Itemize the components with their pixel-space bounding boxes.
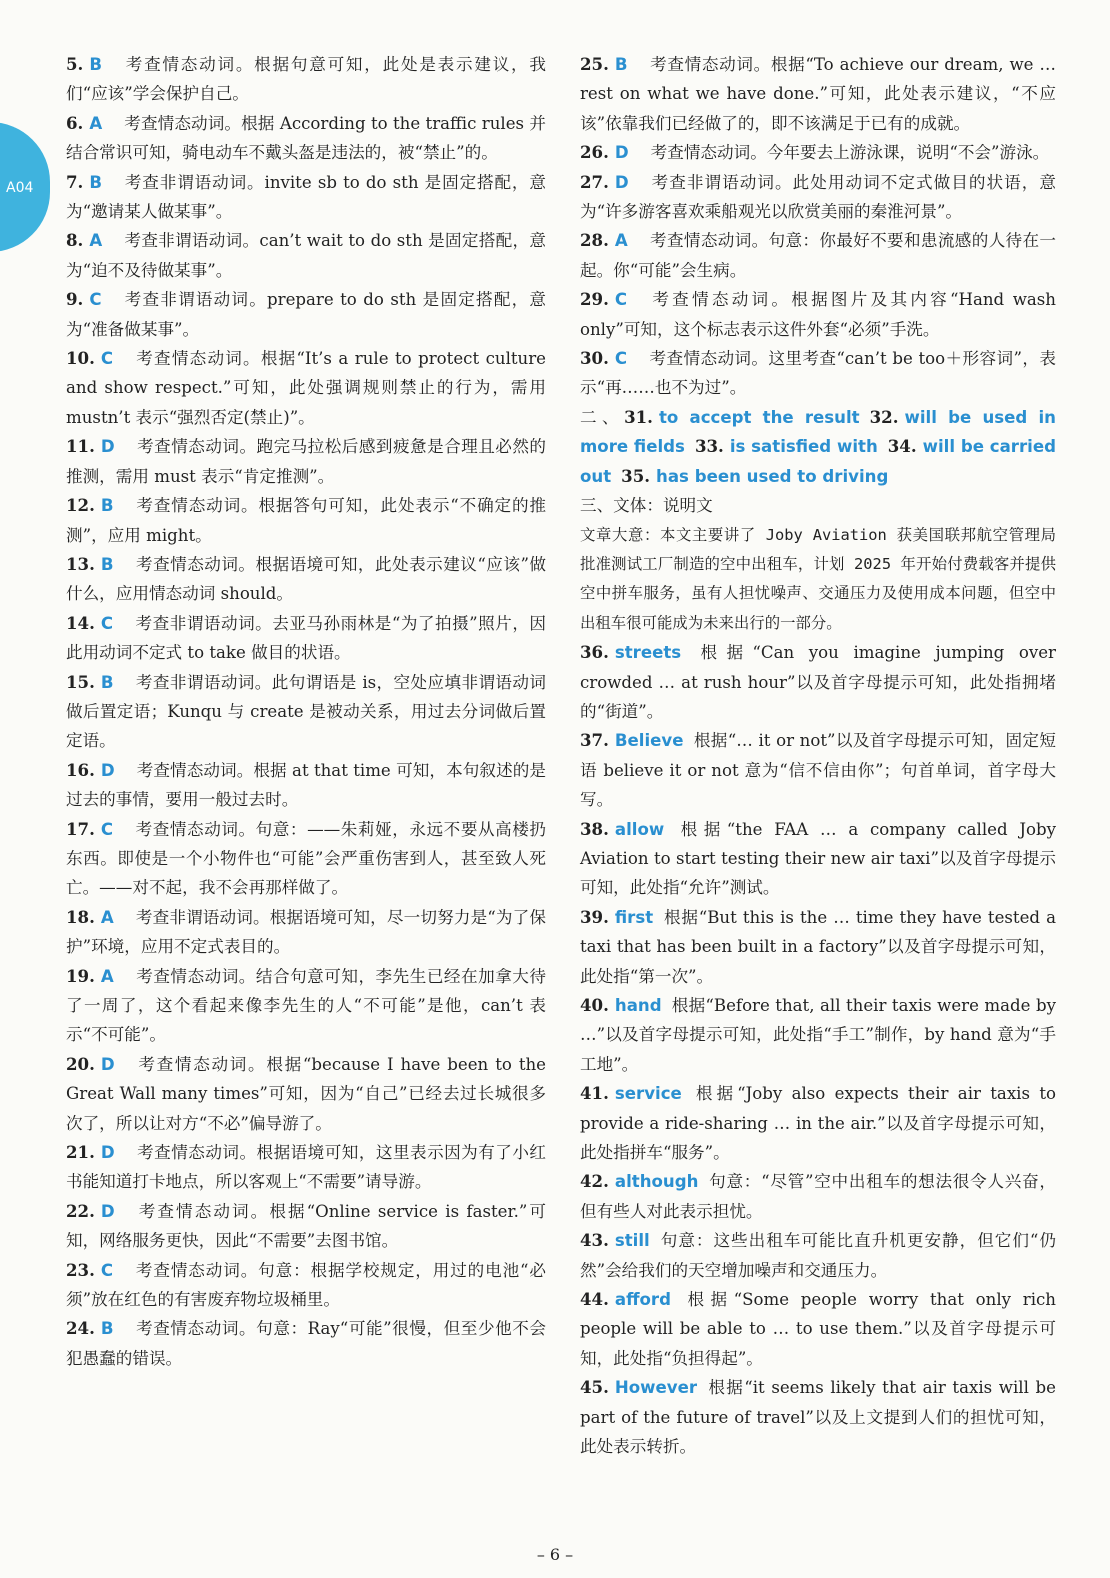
- item-number: 14.: [66, 612, 95, 633]
- item-explanation: 考查非谓语动词。invite sb to do sth 是固定搭配，意为“邀请某人做某事”。: [66, 172, 546, 222]
- answer-item: [580, 344, 1056, 403]
- answer-item: [66, 1256, 546, 1315]
- answer-item: [66, 1314, 546, 1373]
- item-number: 15.: [66, 671, 95, 692]
- item-explanation: 根据“the FAA … a company called Joby Aviation to start testing their new air taxi”以及首字母提示可知，此处指“允许”测试。: [580, 819, 1056, 898]
- item-number: 39.: [580, 906, 609, 927]
- item-number: 6.: [66, 112, 84, 133]
- item-explanation: 根据“Some people worry that only rich people will be able to … to use them.”以及首字母提示可知，此处指“负担得起”。: [580, 1290, 1056, 1368]
- answer-item: [66, 491, 546, 550]
- item-explanation: 考查非谓语动词。此句谓语是 is，空处应填非谓语动词做后置定语；Kunqu 与 create 是被动关系，用过去分词做后置定语。: [66, 672, 546, 751]
- item-answer: will be used in more fields: [580, 407, 1056, 457]
- item-answer: has been used to driving: [656, 466, 889, 486]
- item-number: 8.: [66, 230, 84, 251]
- fill-answer: [624, 408, 870, 427]
- item-explanation: 考查情态动词。根据语境可知，此处表示建议“应该”做什么，应用情态动词 should。: [66, 554, 546, 604]
- item-explanation: 考查情态动词。根据“Online service is faster.”可知，网络服务更快，因此“不需要”去图书馆。: [66, 1201, 546, 1251]
- item-answer: although: [614, 1172, 699, 1192]
- item-number: 31.: [624, 406, 653, 427]
- item-answer: service: [614, 1084, 682, 1104]
- item-explanation: 根据“Can you imagine jumping over crowded … at rush hour”以及首字母提示可知，此处指拥堵的“街道”。: [580, 643, 1056, 721]
- item-number: 38.: [580, 818, 609, 839]
- item-explanation: 考查非谓语动词。prepare to do sth 是固定搭配，意为“准备做某事”。: [66, 290, 546, 339]
- item-number: 5.: [66, 54, 84, 74]
- item-explanation: 考查非谓语动词。去亚马孙雨林是“为了拍摄”照片，因此用动词不定式 to take 做目的状语。: [66, 613, 546, 663]
- item-answer: D: [100, 1143, 115, 1163]
- answer-item: [66, 903, 546, 962]
- answer-item: [66, 285, 546, 344]
- item-answer: afford: [614, 1290, 671, 1310]
- item-answer: A: [100, 966, 114, 986]
- item-number: 22.: [66, 1200, 95, 1221]
- item-answer: streets: [614, 643, 682, 663]
- answer-item: [66, 668, 546, 756]
- item-number: 21.: [66, 1142, 95, 1163]
- item-number: 10.: [66, 348, 95, 369]
- item-number: 44.: [580, 1289, 609, 1310]
- item-answer: D: [614, 143, 629, 163]
- item-explanation: 考查情态动词。跑完马拉松后感到疲惫是合理且必然的推测，需用 must 表示“肯定推测”。: [66, 437, 546, 486]
- answer-item: [580, 638, 1056, 726]
- page-tab-label: A04: [6, 180, 34, 196]
- item-explanation: 考查情态动词。根据答句可知，此处表示“不确定的推测”，应用 might。: [66, 496, 546, 545]
- item-number: 20.: [66, 1053, 95, 1074]
- item-number: 13.: [66, 553, 95, 574]
- item-answer: A: [100, 907, 114, 927]
- answer-item: [580, 285, 1056, 344]
- fill-answer: [621, 467, 898, 486]
- answer-item: [66, 432, 546, 491]
- answer-item: [66, 609, 546, 668]
- item-answer: B: [89, 172, 102, 192]
- answer-item: [580, 903, 1056, 991]
- answer-item: [580, 50, 1056, 138]
- left-column: [66, 50, 546, 1373]
- answer-item: [580, 168, 1056, 227]
- item-number: 18.: [66, 906, 95, 927]
- item-explanation: 考查情态动词。句意：Ray“可能”很慢，但至少他不会犯愚蠢的错误。: [66, 1319, 546, 1368]
- answer-item: [580, 1167, 1056, 1226]
- item-number: 33.: [694, 436, 724, 457]
- item-explanation: 根据“But this is the … time they have tested a taxi that has been built in a factory”以及首字母提示可知，此处指“第一次”。: [580, 907, 1056, 986]
- item-explanation: 考查情态动词。这里考查“can’t be too＋形容词”，表示“再……也不为过”。: [580, 349, 1056, 398]
- item-explanation: 考查情态动词。根据语境可知，这里表示因为有了小红书能知道打卡地点，所以客观上“不需要”请导游。: [66, 1143, 546, 1192]
- answer-item: [66, 815, 546, 903]
- item-answer: to accept the result: [658, 407, 860, 427]
- item-answer: first: [614, 907, 654, 927]
- answer-item: [66, 226, 546, 285]
- answer-item: [66, 50, 546, 109]
- item-answer: C: [614, 290, 628, 310]
- item-number: 35.: [621, 465, 651, 486]
- item-answer: D: [100, 1201, 115, 1221]
- item-answer: C: [100, 613, 114, 633]
- item-answer: A: [89, 113, 103, 133]
- answer-item: [66, 1050, 546, 1138]
- item-number: 40.: [580, 995, 609, 1015]
- item-number: 11.: [66, 436, 95, 457]
- item-number: 7.: [66, 171, 84, 192]
- item-answer: B: [89, 55, 102, 74]
- item-answer: B: [614, 55, 628, 74]
- item-explanation: 考查情态动词。结合句意可知，李先生已经在加拿大待了一周了，这个看起来像李先生的人“不可能”是他，can’t 表示“不可能”。: [66, 966, 546, 1045]
- item-number: 17.: [66, 818, 95, 839]
- item-number: 45.: [580, 1377, 609, 1398]
- item-answer: However: [614, 1378, 698, 1398]
- answer-item: [66, 168, 546, 227]
- section-2-prefix: 二、: [580, 407, 625, 427]
- item-answer: B: [100, 672, 114, 692]
- item-answer: C: [89, 290, 102, 310]
- item-number: 23.: [66, 1259, 95, 1280]
- item-answer: C: [614, 349, 628, 369]
- item-number: 34.: [887, 436, 917, 457]
- answer-item: [66, 1197, 546, 1256]
- item-number: 16.: [66, 759, 95, 780]
- answer-item: [580, 726, 1056, 814]
- item-number: 37.: [580, 730, 609, 751]
- right-column: [580, 50, 1056, 1462]
- item-answer: D: [100, 1054, 115, 1074]
- answer-item: [580, 1373, 1056, 1461]
- item-answer: B: [100, 496, 114, 516]
- item-explanation: 考查情态动词。根据“because I have been to the Great Wall many times”可知，因为“自己”已经去过长城很多次了，所以让对方“不必”偏导游了。: [66, 1054, 546, 1133]
- answer-item: [66, 550, 546, 609]
- answer-item: [580, 1285, 1056, 1373]
- item-number: 28.: [580, 230, 609, 251]
- item-number: 26.: [580, 142, 609, 163]
- item-answer: hand: [614, 996, 662, 1015]
- item-explanation: 考查情态动词。根据“To achieve our dream, we … rest on what we have done.”可知，此处表示建议，“不应该”依靠我们已经做了的，即不该满足于已有的成就。: [580, 55, 1056, 133]
- answer-item: [66, 109, 546, 168]
- item-answer: B: [100, 1319, 114, 1339]
- fill-answer: [695, 437, 888, 456]
- item-answer: still: [614, 1231, 650, 1251]
- item-explanation: 根据“Before that, all their taxis were made by …”以及首字母提示可知，此处指“手工”制作，by hand 意为“手工地”。: [580, 996, 1056, 1074]
- section-3-items: [580, 638, 1056, 1461]
- answer-item: [66, 344, 546, 432]
- item-answer: Believe: [614, 731, 684, 751]
- item-explanation: 考查情态动词。句意：根据学校规定，用过的电池“必须”放在红色的有害废弃物垃圾桶里。: [66, 1260, 546, 1310]
- item-answer: C: [100, 1260, 114, 1280]
- item-number: 32.: [869, 406, 899, 427]
- section-3-heading: 三、文体：说明文: [580, 496, 713, 516]
- item-number: 36.: [580, 642, 609, 663]
- section-2-answers: [580, 403, 1056, 491]
- item-explanation: 考查情态动词。今年要去上游泳课，说明“不会”游泳。: [650, 143, 1050, 163]
- answer-item: [66, 1138, 546, 1197]
- item-explanation: 考查情态动词。句意：——朱莉娅，永远不要从高楼扔东西。即使是一个小物件也“可能”会严重伤害到人，甚至致人死亡。——对不起，我不会再那样做了。: [66, 819, 546, 898]
- item-number: 30.: [580, 348, 609, 369]
- answer-item: [580, 1079, 1056, 1167]
- item-answer: A: [614, 231, 628, 251]
- item-answer: allow: [614, 819, 665, 839]
- item-answer: D: [100, 760, 115, 780]
- item-explanation: 句意：这些出租车可能比直升机更安静，但它们“仍然”会给我们的天空增加噪声和交通压力。: [580, 1231, 1056, 1280]
- item-number: 42.: [580, 1171, 609, 1192]
- item-number: 41.: [580, 1083, 609, 1104]
- item-number: 12.: [66, 495, 95, 516]
- item-explanation: 考查情态动词。根据“It’s a rule to protect culture and show respect.”可知，此处强调规则禁止的行为，需用 mustn’t 表示“强烈否定(禁止)”。: [66, 349, 546, 427]
- answer-item: [66, 756, 546, 815]
- item-explanation: 考查非谓语动词。此处用动词不定式做目的状语，意为“许多游客喜欢乘船观光以欣赏美丽的秦淮河景”。: [580, 172, 1056, 222]
- item-explanation: 考查情态动词。根据图片及其内容“Hand wash only”可知，这个标志表示这件外套“必须”手洗。: [580, 290, 1056, 339]
- answer-item: [580, 226, 1056, 285]
- answer-item: [580, 1226, 1056, 1285]
- item-explanation: 根据“it seems likely that air taxis will be part of the future of travel”以及上文提到人们的担忧可知，此处表示转折。: [580, 1378, 1056, 1457]
- item-answer: B: [100, 554, 114, 574]
- item-explanation: 考查情态动词。根据 at that time 可知，本句叙述的是过去的事情，要用一般过去时。: [66, 760, 546, 810]
- answer-item: [66, 962, 546, 1050]
- item-number: 43.: [580, 1230, 609, 1251]
- answer-item: [580, 815, 1056, 903]
- item-number: 29.: [580, 289, 609, 310]
- item-answer: A: [89, 231, 103, 251]
- answer-item: [580, 991, 1056, 1079]
- item-number: 9.: [66, 289, 84, 310]
- item-answer: D: [614, 172, 629, 192]
- item-explanation: 根据“Joby also expects their air taxis to provide a ride-sharing … in the air.”以及首字母提示可知，此处指拼车“服务”。: [580, 1084, 1056, 1163]
- section-3-summary: 文章大意：本文主要讲了 Joby Aviation 获美国联邦航空管理局批准测试工厂制造的空中出租车，计划 2025 年开始付费载客并提供空中拼车服务，虽有人担忧噪声、交通压力及使用成本问题，但空中出租车很可能成为未来出行的一部分。: [580, 525, 1056, 632]
- item-number: 19.: [66, 965, 95, 986]
- item-explanation: 考查情态动词。句意：你最好不要和患流感的人待在一起。你“可能”会生病。: [580, 231, 1056, 280]
- item-answer: C: [100, 819, 114, 839]
- right-items: [580, 50, 1056, 403]
- item-answer: C: [100, 349, 114, 369]
- item-answer: will be carried out: [580, 437, 1056, 486]
- item-explanation: 考查非谓语动词。根据语境可知，尽一切努力是“为了保护”环境，应用不定式表目的。: [66, 907, 546, 957]
- item-explanation: 根据“… it or not”以及首字母提示可知，固定短语 believe it or not 意为“信不信由你”；句首单词，首字母大写。: [580, 731, 1056, 810]
- item-explanation: 句意：“尽管”空中出租车的想法很令人兴奋，但有些人对此表示担忧。: [580, 1172, 1056, 1221]
- item-explanation: 考查情态动词。根据句意可知，此处是表示建议，我们“应该”学会保护自己。: [66, 55, 546, 104]
- answer-item: [580, 138, 1056, 167]
- item-number: 25.: [580, 54, 609, 74]
- item-number: 27.: [580, 171, 609, 192]
- item-explanation: 考查非谓语动词。can’t wait to do sth 是固定搭配，意为“迫不及待做某事”。: [66, 231, 546, 280]
- item-answer: D: [100, 437, 115, 457]
- item-explanation: 考查情态动词。根据 According to the traffic rules 并结合常识可知，骑电动车不戴头盔是违法的，被“禁止”的。: [66, 113, 546, 163]
- item-answer: is satisfied with: [729, 437, 878, 457]
- item-number: 24.: [66, 1318, 95, 1339]
- page-number: – 6 –: [536, 1545, 574, 1564]
